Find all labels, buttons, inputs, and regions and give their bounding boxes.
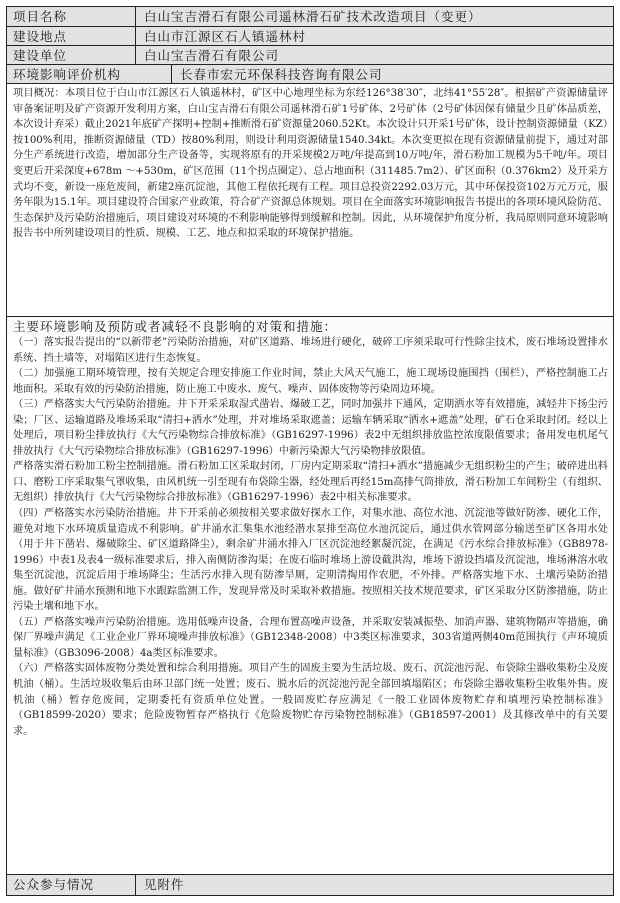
project-name-row — [7, 7, 613, 27]
measures-row — [7, 317, 613, 875]
measure-paragraph: 严格落实滑石粉加工粉尘控制措施。滑石粉加工区采取封闭，厂房内定期采取“清扫+洒水”措施减少无组织粉尘的产生；破碎进出料口、磨粉工序采取集气罩收集，由风机统一引至现有布袋除尘器，经处理后再经15m高排气筒排放，滑石粉加工车间粉尘（有组织、无组织）排放执行《大气污染物综合排放标准》（GB16297-1996）表2中相关标准要求。 — [13, 461, 608, 504]
location-label: 建设地点 — [13, 29, 68, 44]
project-name-value: 白山宝吉滑石有限公司遥林滑石矿技术改造项目（变更） — [135, 7, 613, 26]
public-participation-row — [7, 875, 613, 895]
eia-agency-row — [7, 65, 613, 84]
builder-label: 建设单位 — [13, 48, 68, 63]
measure-paragraph: （五）严格落实噪声污染防治措施。选用低噪声设备，合理布置高噪声设备，并采取安装减振垫、加消声器、建筑物隔声等措施，确保厂界噪声满足《工业企业厂界环境噪声排放标准》（GB12348-2008）中3类区标准要求，303省道两侧40m范围执行《声环境质量标准》（GB3096-2008）4a类区标准要求。 — [13, 616, 608, 659]
measure-paragraph: （四）严格落实水污染防治措施。井下开采前必须按相关要求做好探水工作，对集水池、高位水池、沉淀池等做好防渗、硬化工作，避免对地下水环境质量造成不利影响。矿井涌水汇集集水池经潜水泵排至高位水池沉淀后，通过供水管网部分输送至矿区各用水处（用于井下凿岩、爆破除尘、矿区道路降尘），剩余矿井涌水排入厂区沉淀池经絮凝沉淀，在满足《污水综合排放标准》（GB8978-1996）中表1及表4一级标准要求后，排入南侧防渗沟渠；在废石临时堆场上游设截洪沟，堆场下游设挡墙及沉淀池，堆场淋溶水收集至沉淀池，沉淀后用于堆场降尘；生活污水排入现有防渗旱厕，定期清掏用作农肥，不外排。严格落实地下水、土壤污染防治措施。做好矿井涌水预测和地下水跟踪监测工作，发现异常及时采取补救措施。按照相关技术规范要求，矿区采取分区防渗措施，防止污染土壤和地下水。 — [13, 508, 608, 613]
measure-paragraph: （一）落实报告提出的“以新带老”污染防治措施，对矿区道路、堆场进行硬化，破碎工序须采取可行性除尘技术，废石堆场设置排水系统、挡土墙等，对塌陷区进行生态恢复。 — [13, 337, 608, 364]
measure-paragraph: （六）严格落实固体废物分类处置和综合利用措施。项目产生的固废主要为生活垃圾、废石、沉淀池污泥、布袋除尘器收集粉尘及废机油（桶）。生活垃圾收集后由环卫部门统一处置；废石、脱水后的沉淀池污泥全部回填塌陷区；布袋除尘器收集粉尘收集外售。废机油（桶）暂存危废间，定期委托有资质单位处置。一般固废贮存应满足《一般工业固体废物贮存和填埋污染控制标准》（GB18599-2020）要求；危险废物暂存严格执行《危险废物贮存污染物控制标准》（GB18597-2001）及其修改单中的有关要求。 — [13, 663, 608, 737]
public-participation-value: 见附件 — [135, 875, 613, 895]
measure-paragraph: （三）严格落实大气污染防治措施。井下开采采取湿式凿岩、爆破工艺，同时加强井下通风，定期洒水等有效措施，减轻井下扬尘污染；厂区、运输道路及堆场采取“清扫+洒水”处理，并对堆场采取遮盖；运输车辆采取“洒水+遮盖”处理，矿石仓采取封闭。经以上处理后，项目粉尘排放执行《大气污染物综合排放标准》（GB16297-1996）表2中无组织排放监控浓度限值要求；备用发电机尾气排放执行《大气污染物综合排放标准》（GB16297-1996）中新污染源大气污染物排放限值。 — [13, 399, 608, 457]
builder-value: 白山宝吉滑石有限公司 — [135, 46, 613, 64]
public-participation-label: 公众参与情况 — [13, 877, 95, 892]
eia-agency-value: 长春市宏元环保科技咨询有限公司 — [171, 65, 613, 83]
approval-table — [6, 6, 614, 896]
overview-row — [7, 84, 613, 317]
builder-row — [7, 46, 613, 65]
project-name-label: 项目名称 — [13, 9, 68, 24]
eia-agency-label: 环境影响评价机构 — [13, 67, 122, 82]
measures-body — [7, 335, 613, 871]
measures-title: 主要环境影响及预防或者减轻不良影响的对策和措施： — [7, 317, 613, 335]
overview-paragraph: 项目概况：本项目位于白山市江源区石人镇遥林村，矿区中心地理坐标为东经126°38′30″，北纬41°55′28″。根据矿产资源储量评审备案证明及矿产资源开发利用方案，白山宝吉滑石有限公司遥林滑石矿1号矿体、2号矿体（2号矿体因保有储量少且矿体品质差，本次设计弃采）截止2021年底矿产探明+控制+推断滑石矿资源量2060.52Kt。本次设计只开采1号矿体，设计控制资源储量（KZ）按100%利用，推断资源储量（TD）按80%利用，则设计利用资源储量1540.34kt。本次变更拟在现有资源储量前提下，通过对部分生产系统进行改造，增加部分生产设备等，实现将原有的开采规模2万吨/年提高到10万吨/年，滑石粉加工规模为5千吨/年。项目变更后开采深度+678m ～+530m，矿区范围（11个拐点圈定）、总占地面积（311485.7m2）、矿区面积（0.376km2）及开采方式均不变，新设一座危废间，新建2座沉淀池，其他工程依托现有工程。项目总投资2292.03万元，其中环保投资102万元万元，服务年限为15.1年。项目建设符合国家产业政策，符合矿产资源总体规划。项目在全面落实环境影响报告书提出的各项环境风险防范、生态保护及污染防治措施后，项目建设对环境的不利影响能够得到缓解和控制。因此，从环境保护角度分析，我局原则同意环境影响报告书中所列建设项目的性质、规模、工艺、地点和拟采取的环境保护措施。 — [13, 88, 608, 240]
location-row — [7, 27, 613, 46]
location-value: 白山市江源区石人镇遥林村 — [135, 27, 613, 45]
project-overview-text — [7, 84, 613, 317]
measure-paragraph: （二）加强施工期环境管理，按有关规定合理安排施工作业时间，禁止大风天气施工，施工现场设施围挡（围栏），严格控制施工占地面积。采取有效的污染防治措施，防止施工中废水、废气、噪声、固体废物等污染周边环境。 — [13, 368, 608, 395]
